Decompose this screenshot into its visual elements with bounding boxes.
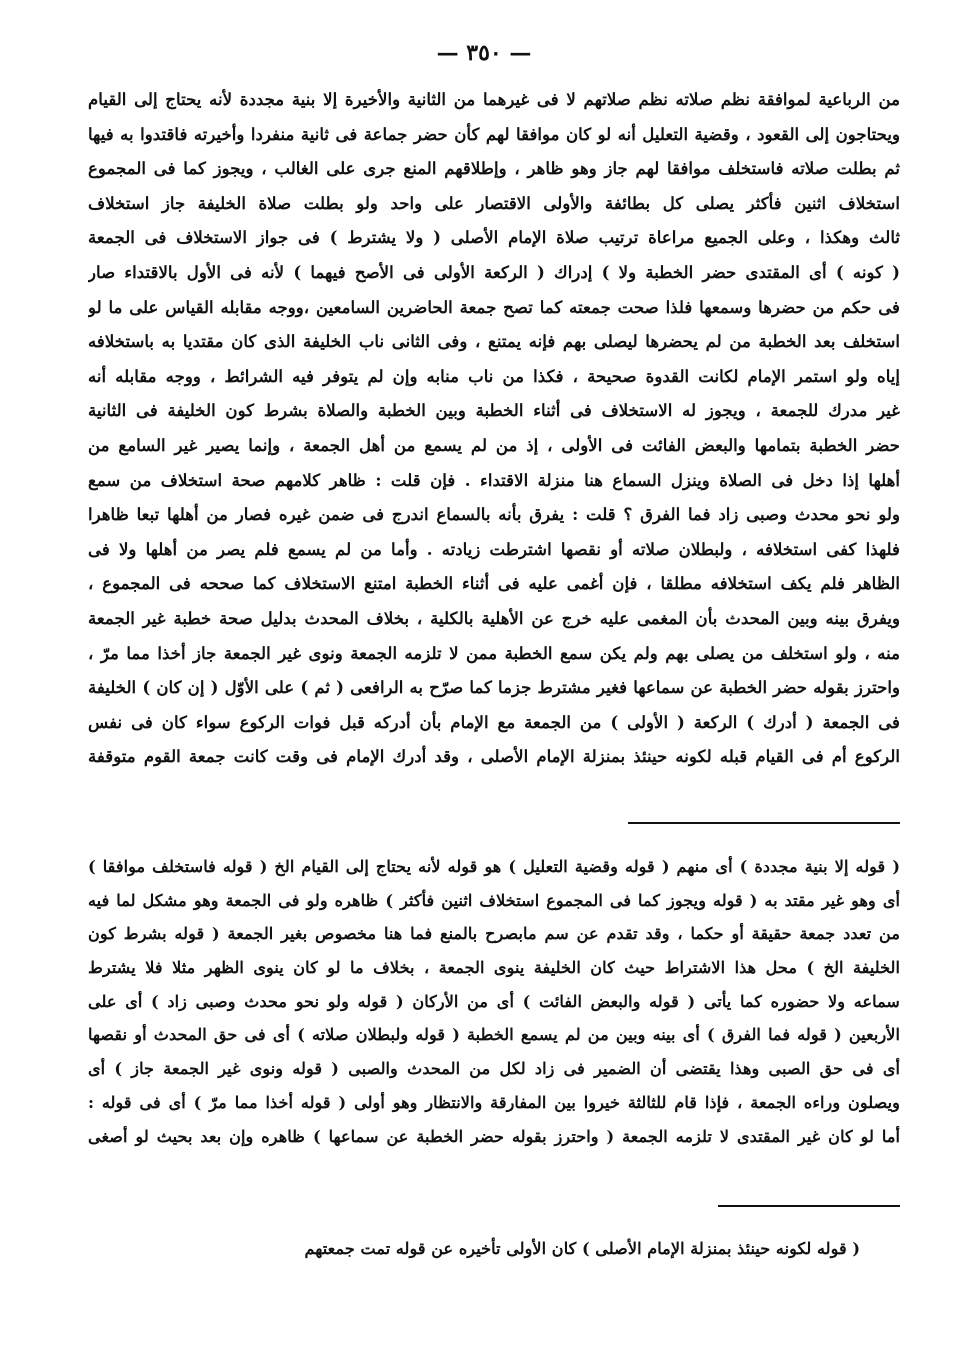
footnote-line: سماعه ولا حضوره كما يأتى ( قوله والبعض الفائت ) أى من الأركان ( قوله ولو نحو محدث وصبى زاد ) أى على bbox=[88, 991, 900, 1011]
main-text-line: ثم بطلت صلاته فاستخلف موافقا لهم جاز وهو ظاهر ، وإطلاقهم المنع جرى على الغالب ، ويجوز كما فى المجموع bbox=[88, 158, 900, 179]
page-number: — ٣٥٠ — bbox=[436, 40, 532, 66]
main-text-line: غير مدرك للجمعة ، ويجوز له الاستخلاف فى أثناء الخطبة وبين الخطبة والصلاة بشرط كون الخليفة فى الثانية bbox=[88, 400, 900, 421]
main-text-line: ( كونه ) أى المقتدى حضر الخطبة ولا ) إدراك ( الركعة الأولى فى الأصح فيهما ) لأنه فى الأول بالاقتداء صار bbox=[88, 261, 900, 282]
main-text bbox=[88, 82, 900, 774]
main-text-line: فى حكم من حضرها وسمعها فلذا صحت جمعته كما تصح جمعة الحاضرين السامعين ،ووجه مقابله القياس على ما لو bbox=[88, 296, 900, 317]
main-text-line: إياه ولو استمر الإمام لكانت القدوة صحيحة ، فكذا من ناب منابه وإن لم يتوفر فيه الشرائط ، ووجه مقابله أنه bbox=[88, 365, 900, 386]
footnote-line: الأربعين ( قوله فما الفرق ) أى بينه وبين من لم يسمع الخطبة ( قوله ولبطلان صلاته ) أى فى حق المحدث أو نقصها bbox=[88, 1025, 900, 1045]
main-text-line: حضر الخطبة بتمامها والبعض الفائت فى الأولى ، إذ من لم يسمع من أهل الجمعة ، وإنما يصير غير السامع من bbox=[88, 434, 900, 455]
main-text-line: من الرباعية لموافقة نظم صلاته نظم صلاتهم لا فى غيرهما من الثانية والأخيرة إلا بنية مجددة لأنه يحتاج إلى القيام bbox=[88, 89, 900, 109]
footnote-line: من تعدد جمعة حقيقة أو حكما ، وقد تقدم عن سم مابصرح بالمنع فما هنا مخصوص بغير الجمعة ( قوله بشرط كون bbox=[88, 924, 900, 944]
main-text-line: أهلها إذا دخل فى الصلاة وينزل السماع هنا منزلة الاقتداء . فإن قلت : ظاهر كلامهم صحة استخلاف من سمع bbox=[88, 469, 900, 490]
footnote-line: أى وهو غير مقتد به ( قوله ويجوز كما فى المجموع استخلاف اثنين فأكثر ) ظاهره ولو فى الجمعة وهو مشكل لما فيه bbox=[88, 890, 900, 910]
secondary-footnote-divider bbox=[718, 1205, 900, 1207]
main-text-line: الركوع أم فى القيام قبله لكونه حينئذ بمنزلة الإمام الأصلى ، وقد أدرك الإمام فى وقت كانت جمعة القوم متوقفة bbox=[88, 746, 900, 767]
main-text-line: الظاهر فلم يكف استخلافه مطلقا ، فإن أغمى عليه فى أثناء الخطبة امتنع الاستخلاف كما صححه فى المجموع ، bbox=[88, 573, 900, 594]
main-text-line: ويحتاجون إلى القعود ، وقضية التعليل أنه لو كان موافقا لهم كأن حضر جماعة فى ثانية منفردا وأخيرته فاقتدوا به فيها bbox=[88, 123, 900, 144]
main-text-line: منه ، ولو استخلف من يصلى بهم ولم يكن سمع الخطبة ممن لا تلزمه الجمعة ونوى غير الجمعة جاز أخذا مما مرّ ، bbox=[88, 642, 900, 663]
main-text-line: ثالث وهكذا ، وعلى الجميع مراعاة ترتيب صلاة الإمام الأصلى ( ولا يشترط ) فى جواز الاستخلاف فى الجمعة bbox=[88, 227, 900, 248]
main-text-line: ولو نحو محدث وصبى زاد فما الفرق ؟ قلت : يفرق بأنه بالسماع اندرج فى ضمن غيره فصار من أهلها تبعا ظاهرا bbox=[88, 504, 900, 525]
main-text-line: فى الجمعة ( أدرك ) الركعة ( الأولى ) من الجمعة مع الإمام بأن أدركه قبل فوات الركوع سواء كان فى نفس bbox=[88, 711, 900, 732]
footnote-line: الخليفة الخ ) محل هذا الاشتراط حيث كان الخليفة ينوى الجمعة ، بخلاف ما لو كان ينوى الظهر مثلا فلا يشترط bbox=[88, 958, 900, 978]
secondary-footnote: ( قوله لكونه حينئذ بمنزلة الإمام الأصلى ) كان الأولى تأخيره عن قوله تمت جمعتهم bbox=[304, 1239, 860, 1258]
footnote-line: ( قوله إلا بنية مجددة ) أى منهم ( قوله وقضية التعليل ) هو قوله لأنه يحتاج إلى القيام الخ ( قوله فاستخلف موافقا ) bbox=[88, 857, 900, 876]
main-text-line: واحترز بقوله حضر الخطبة عن سماعها فغير مشترط جزما كما صرّح به الرافعى ( ثم ) على الأوّل ( إن كان ) الخليفة bbox=[88, 677, 900, 698]
main-text-line: استخلف بعد الخطبة من لم يحضرها ليصلى بهم فإنه يمتنع ، وفى الثانى ناب الخليفة الذى كان مقتديا به باستخلافه bbox=[88, 331, 900, 352]
footnotes bbox=[88, 850, 900, 1153]
footnote-line: ويصلون وراءه الجمعة ، فإذا قام للثالثة خيروا بين المفارقة والانتظار وهو أولى ( قوله أخذا مما مرّ ) أى فى قوله : bbox=[88, 1092, 900, 1112]
main-text-line: فلهذا كفى استخلافه ، ولبطلان صلاته أو نقصها اشترطت زيادته . وأما من لم يسمع فلم يصر من أهلها ولا فى bbox=[88, 538, 900, 559]
footnote-line: أى فى حق الصبى وهذا يقتضى أن الضمير فى زاد لكل من المحدث والصبى ( قوله ونوى غير الجمعة جاز ) أى bbox=[88, 1059, 900, 1079]
footnote-divider bbox=[628, 822, 900, 824]
main-text-line: ويفرق بينه وبين المحدث بأن المغمى عليه خرج عن الأهلية بالكلية ، بخلاف المحدث بدليل صحة خطبة غير الجمعة bbox=[88, 607, 900, 628]
footnote-line: أما لو كان غير المقتدى لا تلزمه الجمعة ( واحترز بقوله حضر الخطبة عن سماعها ) ظاهره وإن بعد بحيث لو أصغى bbox=[88, 1126, 900, 1146]
main-text-line: استخلاف اثنين فأكثر يصلى كل بطائفة والأولى الاقتصار على واحد ولو بطلت صلاة الخليفة جاز استخلاف bbox=[88, 192, 900, 213]
